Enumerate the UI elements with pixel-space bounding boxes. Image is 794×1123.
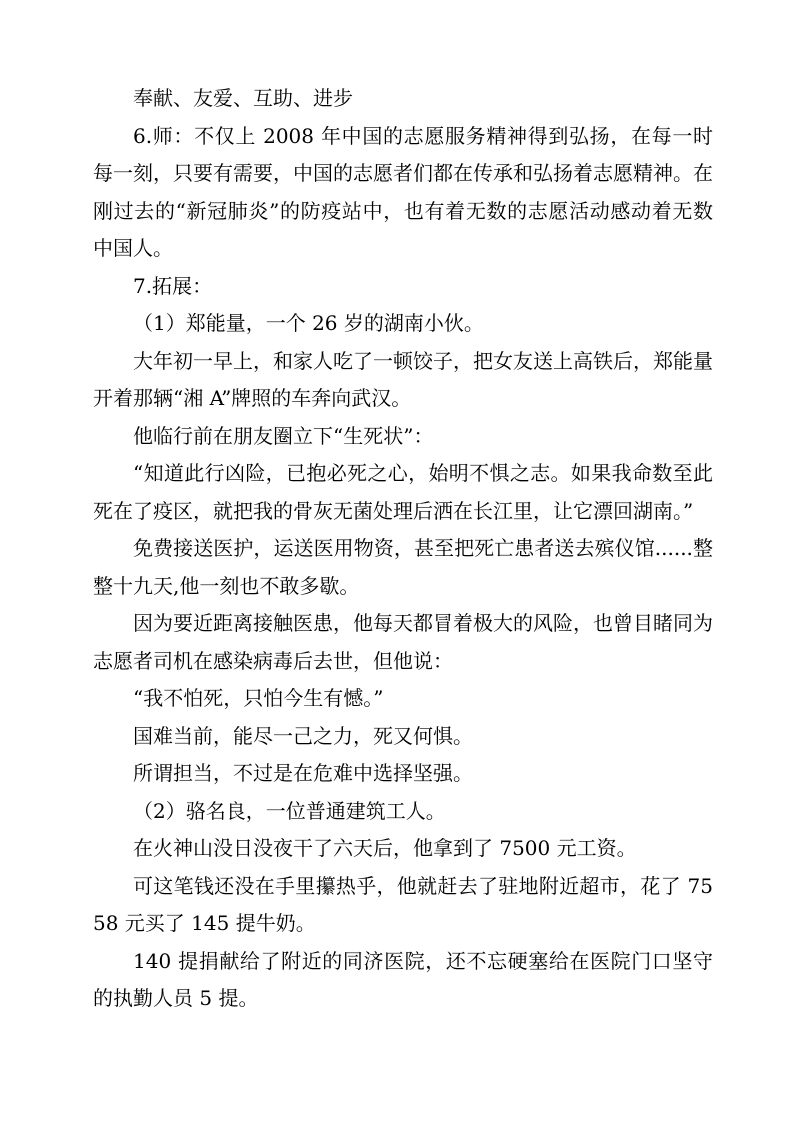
paragraph-donation: 140 提捐献给了附近的同济医院，还不忘硬塞给在医院门口坚守的执勤人员 5 提。 — [93, 948, 713, 1010]
paragraph-heading-7: 7.拓展： — [133, 273, 213, 298]
paragraph-service: 免费接送医护，运送医用物资，甚至把死亡患者送去殡仪馆......整整十九天,他一刻也不敢多歇。 — [93, 536, 713, 598]
paragraph-milk-purchase: 可这笔钱还没在手里攥热乎，他就赶去了驻地附近超市，花了 7558 元买了 145 提牛奶。 — [93, 873, 713, 935]
paragraph-moments-post: 他临行前在朋友圈立下“生死状”： — [133, 423, 434, 448]
paragraph-departure: 大年初一早上，和家人吃了一顿饺子，把女友送上高铁后，郑能量开着那辆“湘 A”牌照的车奔向武汉。 — [93, 348, 713, 410]
paragraph-teacher-6: 6.师：不仅上 2008 年中国的志愿服务精神得到弘扬，在每一时每一刻，只要有需要，中国的志愿者们都在传承和弘扬着志愿精神。在刚过去的“新冠肺炎”的防疫站中，也有着无数的志愿活动感动着无数中国人。 — [93, 123, 713, 260]
paragraph-risk: 因为要近距离接触医患，他每天都冒着极大的风险，也曾目睹同为志愿者司机在感染病毒后去世，但他说： — [93, 611, 713, 673]
paragraph-wages: 在火神山没日没夜干了六天后，他拿到了 7500 元工资。 — [133, 836, 637, 860]
document-body — [93, 80, 713, 1018]
paragraph-item-2-title: （2）骆名良，一位普通建筑工人。 — [133, 798, 446, 823]
paragraph-quote-vow: “知道此行凶险，已抱必死之心，始明不惧之志。如果我命数至此死在了疫区，就把我的骨灰无菌处理后洒在长江里，让它漂回湖南。” — [93, 461, 713, 523]
paragraph-item-1-title: （1）郑能量，一个 26 岁的湖南小伙。 — [133, 311, 484, 335]
paragraph-quote-regret: “我不怕死，只怕今生有憾。” — [133, 686, 384, 710]
paragraph-values: 奉献、友爱、互助、进步 — [133, 86, 353, 110]
paragraph-responsibility: 所谓担当，不过是在危难中选择坚强。 — [133, 761, 473, 785]
paragraph-national-crisis: 国难当前，能尽一己之力，死又何惧。 — [133, 723, 473, 748]
